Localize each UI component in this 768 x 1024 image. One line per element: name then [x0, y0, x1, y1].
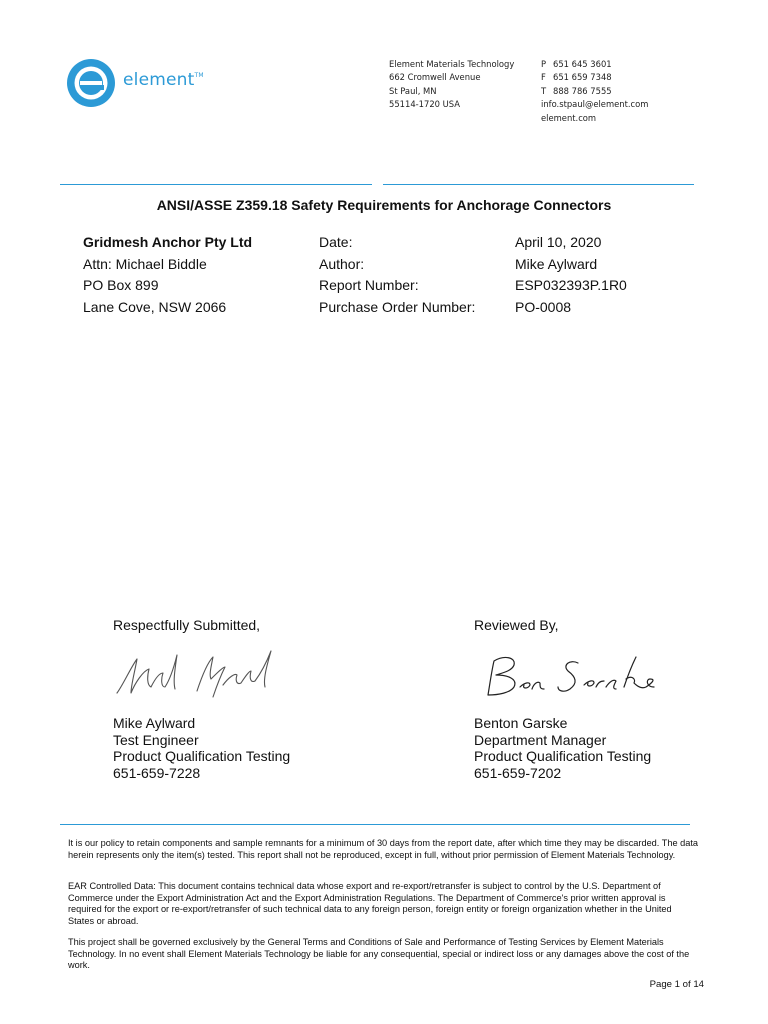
client-city: Lane Cove, NSW 2066	[83, 299, 227, 316]
tollfree-line: T 888 786 7555	[541, 85, 612, 96]
terms-disclaimer: This project shall be governed exclusively by the General Terms and Conditions of Sale and Performance of Testing Services by Element Materials Technology. In no event shall Element Materials Technology be liable for any consequential, special or indirect loss or any damages above the cost of the work.	[68, 937, 690, 971]
header-divider-right	[383, 184, 694, 185]
po-number-label: Purchase Order Number:	[319, 299, 476, 316]
submitted-signer-details	[113, 715, 290, 781]
date-value: April 10, 2020	[515, 234, 602, 250]
client-name: Gridmesh Anchor Pty Ltd	[83, 234, 253, 250]
phone-line: P 651 645 3601	[541, 59, 612, 69]
author-value: Mike Aylward	[515, 255, 598, 272]
reviewed-by-block	[474, 617, 714, 787]
submitted-by-block	[113, 617, 353, 787]
page-number: Page 1 of 14	[649, 979, 704, 990]
trademark-mark: TM	[194, 72, 204, 79]
report-info-values	[515, 232, 627, 319]
reviewer-details	[474, 715, 651, 781]
reviewed-heading: Reviewed By,	[474, 617, 559, 633]
reviewer-role: Department Manager	[474, 731, 607, 748]
po-number-value: PO-0008	[515, 299, 572, 316]
report-info-labels	[319, 232, 475, 319]
client-attn: Attn: Michael Biddle	[83, 255, 207, 272]
footer-divider	[60, 824, 690, 825]
signature-aylward-icon	[113, 645, 293, 705]
submitter-role: Test Engineer	[113, 731, 199, 748]
client-address	[83, 232, 252, 319]
report-number-label: Report Number:	[319, 277, 419, 294]
brand-wordmark: element™	[123, 70, 204, 90]
ear-disclaimer: EAR Controlled Data: This document contains technical data whose export and re-export/retransfer is subject to control by the U.S. Department of Commerce under the Export Administration Act and the Export Administration Regulations. The Department of Commerce's prior written approval is required for the export or re-export/retransfer of such technical data to any foreign person, foreign entity or foreign organization whether in the United States or abroad.	[68, 881, 672, 926]
submitter-department: Product Qualification Testing	[113, 748, 291, 764]
submitter-name: Mike Aylward	[113, 715, 196, 731]
element-logo-icon	[66, 58, 116, 108]
client-po-box: PO Box 899	[83, 277, 159, 294]
report-title: ANSI/ASSE Z359.18 Safety Requirements for Anchorage Connectors	[156, 197, 612, 213]
reviewer-phone: 651-659-7202	[474, 764, 562, 781]
submitted-heading: Respectfully Submitted,	[113, 617, 261, 633]
company-address: Element Materials Technology 662 Cromwell Avenue St Paul, MN 55114-1720 USA	[389, 59, 515, 110]
reviewer-name: Benton Garske	[474, 715, 568, 731]
signature-garske-icon	[474, 645, 674, 705]
company-contact	[541, 58, 648, 125]
submitter-phone: 651-659-7228	[113, 764, 201, 781]
retention-disclaimer: It is our policy to retain components and sample remnants for a minimum of 30 days from the report date, after which time they may be discarded. The data herein represents only the item(s) tested. This report shall not be reproduced, except in full, without prior permission of Element Materials Technology.	[68, 838, 698, 860]
date-label: Date:	[319, 234, 353, 250]
reviewer-department: Product Qualification Testing	[474, 748, 652, 764]
header-divider-left	[60, 184, 372, 185]
fax-line: F 651 659 7348	[541, 72, 612, 83]
report-number-value: ESP032393P.1R0	[515, 277, 627, 294]
website-link[interactable]: element.com	[541, 112, 597, 123]
email-link[interactable]: info.stpaul@element.com	[541, 99, 649, 110]
author-label: Author:	[319, 255, 365, 272]
